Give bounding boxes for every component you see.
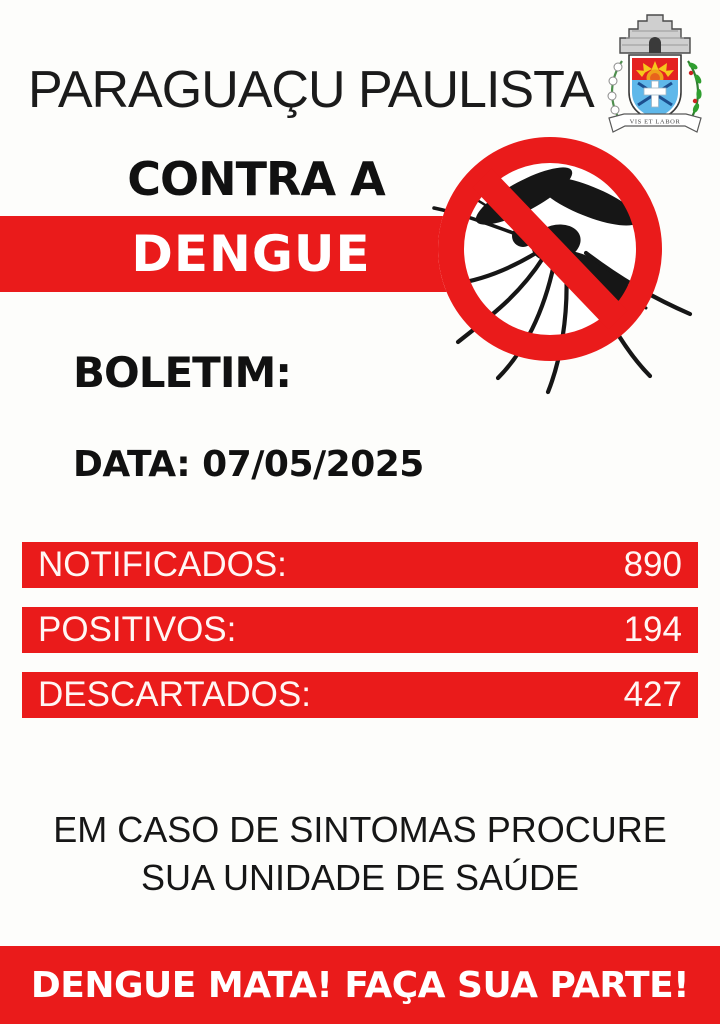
- stat-row-notificados: [22, 542, 698, 588]
- stat-label: DESCARTADOS:: [38, 675, 311, 714]
- stat-value: 890: [623, 545, 682, 584]
- stat-label: NOTIFICADOS:: [38, 545, 287, 584]
- advice-line1: EM CASO DE SINTOMAS PROCURE: [53, 809, 667, 850]
- stat-label: POSITIVOS:: [38, 610, 237, 649]
- bulletin-date: DATA: 07/05/2025: [73, 444, 424, 485]
- stat-row-positivos: [22, 607, 698, 653]
- crest-motto-text: VIS ET LABOR: [629, 118, 681, 126]
- page-title: PARAGUAÇU PAULISTA: [28, 61, 594, 119]
- campaign-line1: CONTRA A: [127, 152, 385, 206]
- bulletin-heading: BOLETIM:: [73, 348, 292, 397]
- advice-text: [0, 806, 720, 902]
- stat-row-descartados: [22, 672, 698, 718]
- advice-line2: SUA UNIDADE DE SAÚDE: [140, 857, 580, 898]
- footer-message: DENGUE MATA! FAÇA SUA PARTE!: [30, 964, 690, 1006]
- footer-banner: [0, 946, 720, 1024]
- campaign-line2: DENGUE: [131, 225, 371, 283]
- stat-value: 427: [623, 675, 682, 714]
- stat-value: 194: [623, 610, 682, 649]
- no-mosquito-icon: [408, 112, 698, 402]
